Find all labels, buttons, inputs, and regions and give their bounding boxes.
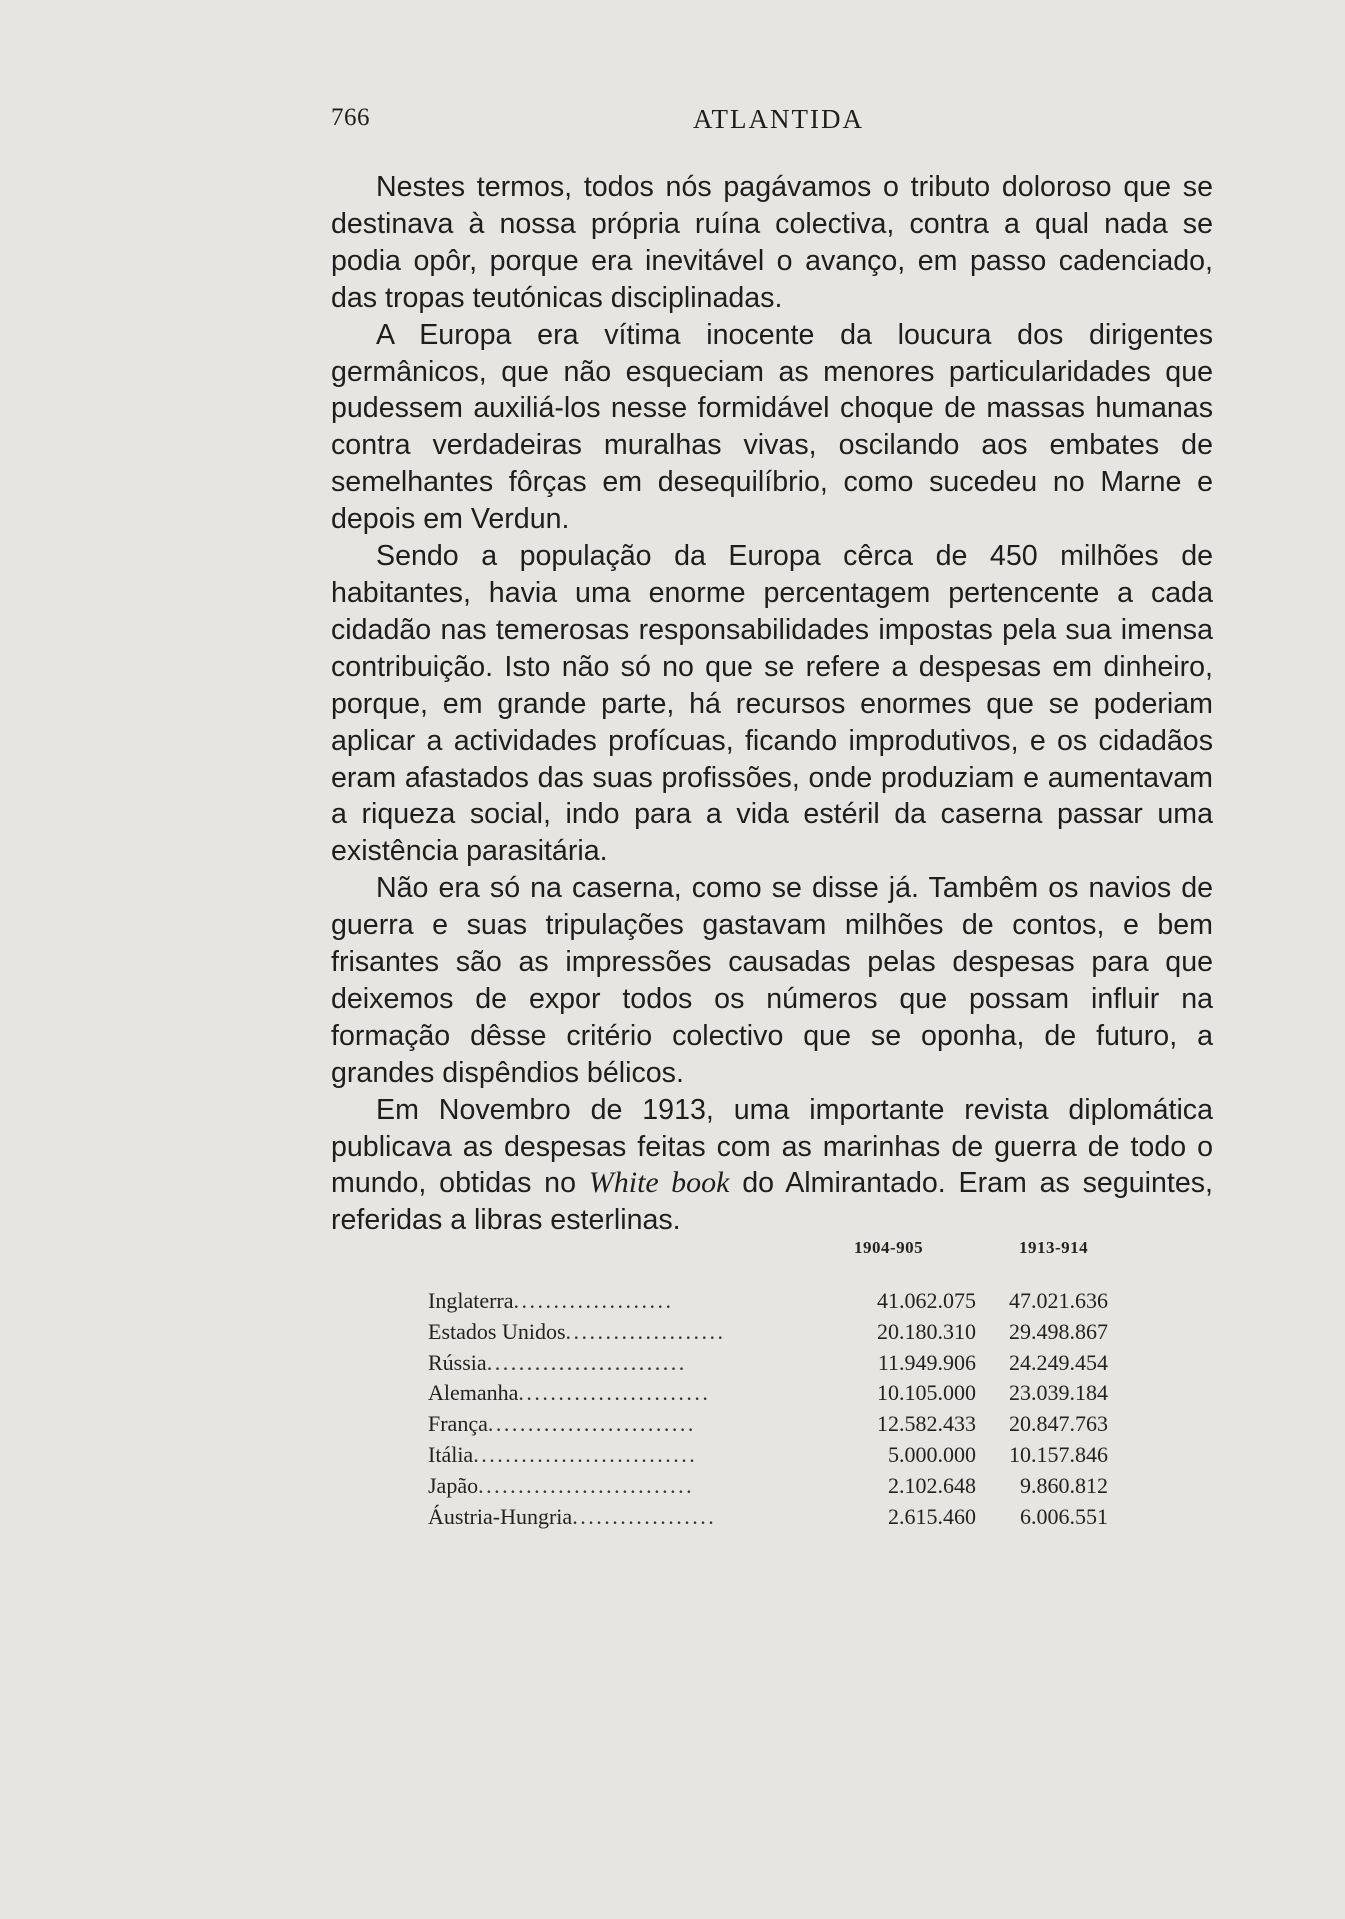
table-row	[428, 1504, 1108, 1535]
table-body	[428, 1288, 1108, 1534]
value-1913: 47.021.636	[1009, 1288, 1108, 1313]
value-1904: 41.062.075	[877, 1288, 976, 1313]
country-cell	[428, 1319, 793, 1345]
dot-leader: ...........................	[478, 1472, 695, 1498]
paragraph-2: A Europa era vítima inocente da loucura dos dirigentes germânicos, que não esqueciam as menores particularidades que pudessem auxiliá-los nesse formidável choque de massas humanas contra verdadeiras muralhas vivas, oscilando aos embates de semelhantes fôrças em desequilíbrio, como sucedeu no Marne e depois em Verdun.	[331, 318, 1213, 536]
paragraph-5-end: do Almirantado. Eram as seguintes, referidas a libras esterlinas.	[331, 1167, 1213, 1237]
white-book-title: White book	[588, 1166, 730, 1200]
dot-leader: ..................	[572, 1503, 717, 1529]
value-1904: 20.180.310	[877, 1318, 976, 1344]
value-1913: 29.498.867	[1009, 1318, 1108, 1344]
naval-expenses-table	[428, 1238, 1108, 1529]
country-name: Inglaterra	[428, 1288, 514, 1313]
value-1913: 6.006.551	[1020, 1503, 1108, 1529]
table-row	[428, 1442, 1108, 1473]
value-1913: 9.860.812	[1020, 1472, 1108, 1498]
dot-leader: ..........................	[487, 1411, 696, 1437]
country-cell	[428, 1350, 793, 1376]
paragraph-1: Nestes termos, todos nós pagávamos o tributo doloroso que se destinava à nossa própria ruína colectiva, contra a qual nada se podia opôr, porque era inevitável o avanço, em passo cadenciado, das tropas teutónicas disciplinadas.	[331, 171, 1213, 314]
value-1904: 2.615.460	[888, 1503, 976, 1529]
column-header-1904: 1904-905	[854, 1238, 924, 1257]
table-header	[428, 1238, 1108, 1278]
country-name: Alemanha	[428, 1380, 519, 1406]
paragraph-4: Não era só na caserna, como se disse já. Tambêm os navios de guerra e suas tripulações gastavam milhões de contos, e bem frisantes são as impressões causadas pelas despesas para que deixemos de expor todos os números que possam influir na formação dêsse critério colectivo que se oponha, de futuro, a grandes dispêndios bélicos.	[331, 872, 1213, 1089]
country-name: Itália	[428, 1441, 474, 1467]
page-header	[331, 104, 1209, 144]
value-1913: 23.039.184	[1009, 1380, 1108, 1406]
value-1904: 11.949.906	[877, 1349, 976, 1375]
country-cell	[428, 1442, 793, 1468]
dot-leader: ....................	[513, 1288, 674, 1313]
paragraph-3: Sendo a população da Europa cêrca de 450 milhões de habitantes, havia uma enorme percentagem pertencente a cada cidadão nas temerosas responsabilidades impostas pela sua imensa contribuição. Isto não só no que se refere a despesas em dinheiro, porque, em grande parte, há recursos enormes que se poderiam aplicar a actividades profícuas, ficando improdutivos, e os cidadãos eram afastados das suas profissões, onde produziam e aumentavam a riqueza social, indo para a vida estéril da caserna passar uma existência parasitária.	[331, 540, 1213, 868]
value-1904: 12.582.433	[877, 1411, 976, 1437]
country-cell	[428, 1288, 793, 1314]
country-name: Rússia	[428, 1349, 487, 1375]
paragraph-5-start: Em Novembro de 1913, uma importante revista diplomática publicava as despesas feitas com as marinhas de guerra de todo o mundo, obtidas no	[331, 1093, 1213, 1200]
table-row	[428, 1473, 1108, 1504]
value-1913: 20.847.763	[1009, 1411, 1108, 1437]
dot-leader: .........................	[486, 1349, 687, 1375]
country-name: Japão	[428, 1472, 479, 1498]
value-1904: 2.102.648	[888, 1472, 976, 1498]
table-row	[428, 1411, 1108, 1442]
column-header-1913: 1913-914	[1019, 1238, 1089, 1257]
table-row	[428, 1350, 1108, 1381]
page-number: 766	[331, 104, 370, 131]
table-row	[428, 1288, 1108, 1319]
table-row	[428, 1380, 1108, 1411]
dot-leader: ............................	[473, 1441, 698, 1467]
country-cell	[428, 1504, 793, 1530]
value-1904: 5.000.000	[888, 1441, 976, 1467]
dot-leader: ........................	[518, 1380, 711, 1406]
country-cell	[428, 1473, 793, 1499]
value-1913: 24.249.454	[1009, 1349, 1108, 1375]
value-1904: 10.105.000	[877, 1380, 976, 1406]
country-name: França	[428, 1411, 488, 1437]
body-text	[331, 169, 1213, 1239]
country-cell	[428, 1411, 793, 1437]
paragraph-5	[331, 1092, 1213, 1240]
country-name: Áustria-Hungria	[428, 1503, 573, 1529]
dot-leader: ....................	[565, 1318, 726, 1344]
running-title: ATLANTIDA	[693, 104, 864, 134]
table-row	[428, 1319, 1108, 1350]
country-name: Estados Unidos	[428, 1318, 566, 1344]
country-cell	[428, 1380, 793, 1406]
value-1913: 10.157.846	[1009, 1441, 1108, 1467]
